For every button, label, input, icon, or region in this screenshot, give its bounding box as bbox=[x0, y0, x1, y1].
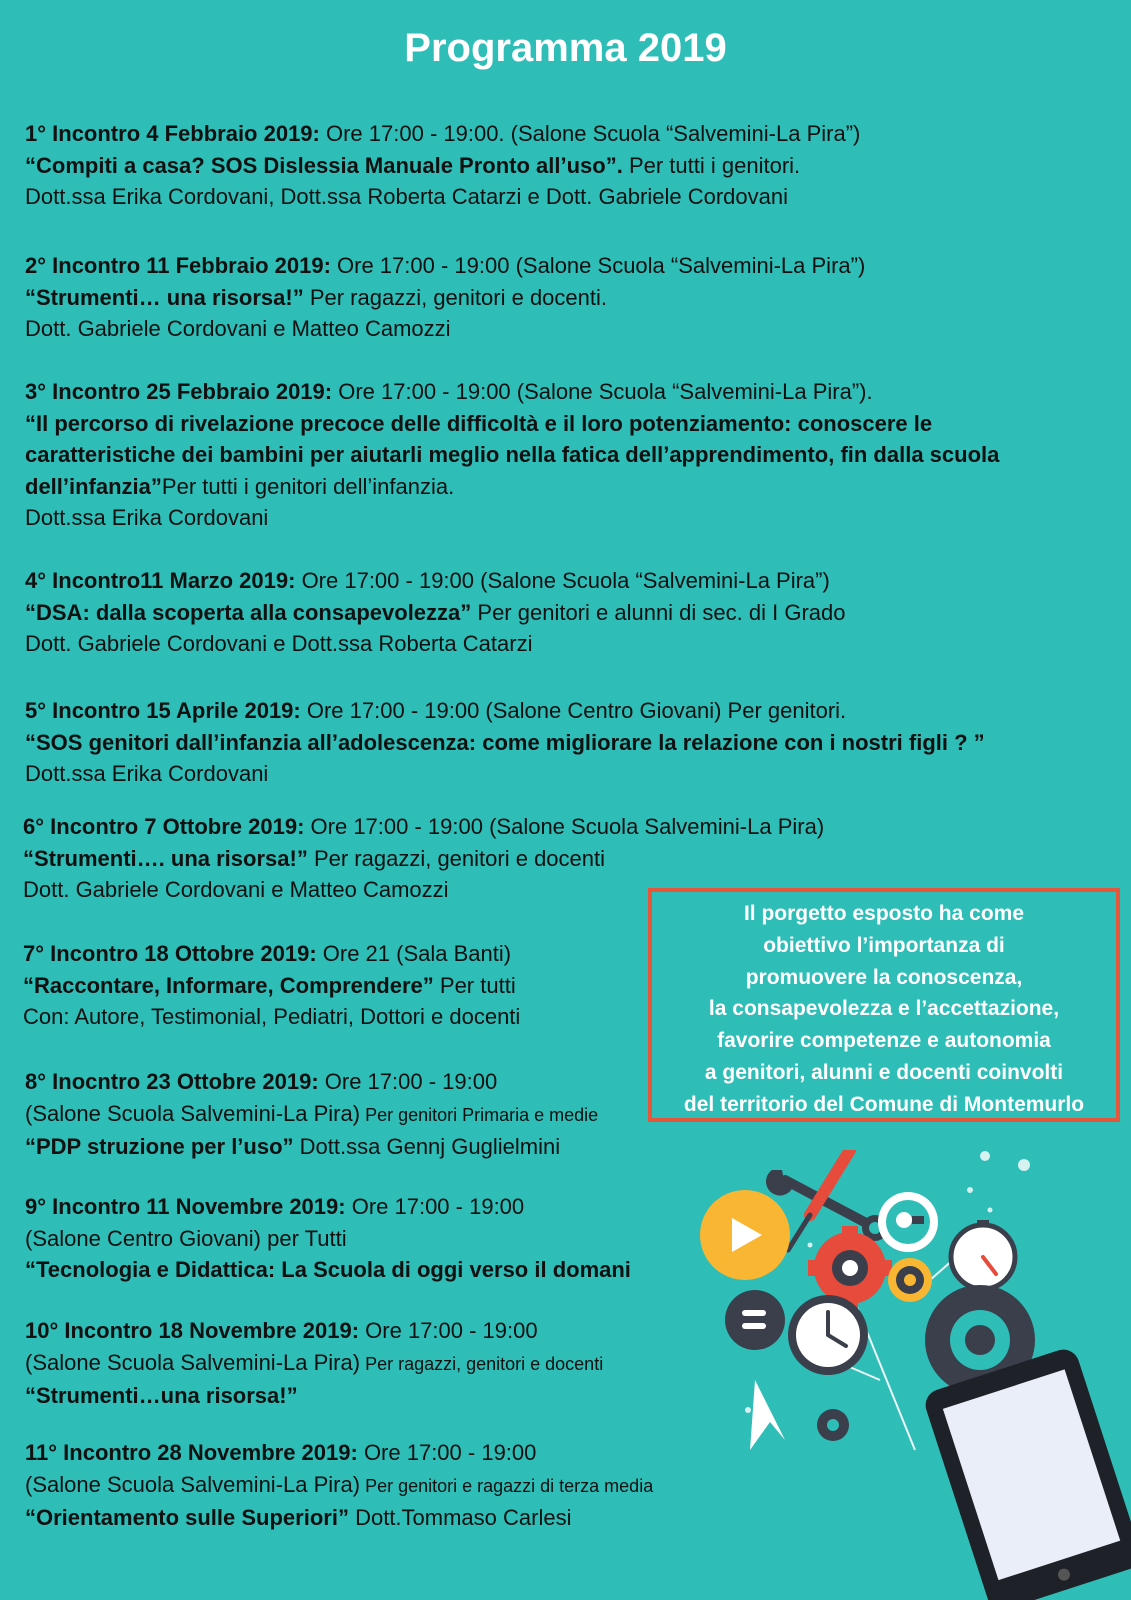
lightbulb-icon bbox=[878, 1192, 938, 1252]
event-audience: Per ragazzi, genitori e docenti bbox=[307, 845, 606, 871]
event-time: Ore 17:00 - 19:00 (Salone Scuola Salvemini-La Pira) bbox=[304, 814, 825, 839]
event-audience: Per tutti i genitori. bbox=[622, 152, 801, 178]
event-7 bbox=[23, 938, 520, 1033]
event-venue: (Salone Scuola Salvemini-La Pira) bbox=[25, 1100, 361, 1126]
stopwatch-icon bbox=[951, 1220, 1015, 1289]
event-audience: Per genitori e alunni di sec. di I Grado bbox=[471, 599, 846, 625]
event-heading: 4° Incontro11 Marzo 2019: bbox=[25, 568, 296, 593]
event-time: Ore 17:00 - 19:00 bbox=[318, 1069, 498, 1094]
event-time: Ore 17:00 - 19:00 bbox=[345, 1194, 525, 1219]
event-topic: caratteristiche dei bambini per aiutarli meglio nella fatica dell’apprendimento, fin dalla scuola bbox=[25, 442, 1000, 467]
event-topic: “Strumenti…una risorsa!” bbox=[25, 1383, 298, 1408]
event-audience: Per tutti i genitori dell’infanzia. bbox=[161, 473, 455, 499]
callout-line: obiettivo l’importanza di bbox=[763, 933, 1005, 957]
event-heading: 10° Incontro 18 Novembre 2019: bbox=[25, 1318, 360, 1343]
event-topic: “Raccontare, Informare, Comprendere” bbox=[23, 972, 434, 998]
event-time: Ore 21 (Sala Banti) bbox=[316, 941, 512, 966]
event-time: Ore 17:00 - 19:00 bbox=[357, 1440, 537, 1465]
event-speakers: Dott. Gabriele Cordovani e Dott.ssa Roberta Catarzi bbox=[25, 631, 533, 656]
page-title: Programma 2019 bbox=[404, 26, 727, 70]
event-topic: “Strumenti…. una risorsa!” bbox=[23, 845, 308, 871]
menu-icon bbox=[725, 1290, 785, 1350]
event-time: Ore 17:00 - 19:00 (Salone Scuola “Salvemini-La Pira”) bbox=[295, 568, 830, 593]
event-audience: Per tutti bbox=[433, 972, 516, 998]
event-speakers: Dott. Gabriele Cordovani e Matteo Camozzi bbox=[25, 316, 451, 341]
event-heading: 9° Incontro 11 Novembre 2019: bbox=[25, 1194, 346, 1219]
event-heading: 1° Incontro 4 Febbraio 2019: bbox=[25, 121, 320, 146]
event-audience: Per ragazzi, genitori e docenti bbox=[360, 1353, 604, 1374]
event-venue: (Salone Scuola Salvemini-La Pira) bbox=[25, 1471, 361, 1497]
event-2 bbox=[25, 250, 865, 345]
event-venue: (Salone Scuola Salvemini-La Pira) bbox=[25, 1349, 361, 1375]
event-heading: 6° Incontro 7 Ottobre 2019: bbox=[23, 814, 305, 839]
event-heading: 2° Incontro 11 Febbraio 2019: bbox=[25, 253, 331, 278]
project-callout bbox=[648, 888, 1120, 1122]
event-speakers: Dott.ssa Erika Cordovani, Dott.ssa Roberta Catarzi e Dott. Gabriele Cordovani bbox=[25, 184, 788, 209]
event-4 bbox=[25, 565, 846, 660]
callout-line: a genitori, alunni e docenti coinvolti bbox=[704, 1060, 1064, 1084]
event-speakers: Dott.ssa Gennj Guglielmini bbox=[293, 1134, 561, 1159]
play-icon bbox=[700, 1190, 790, 1280]
event-speakers: Dott.Tommaso Carlesi bbox=[348, 1505, 572, 1530]
event-speakers: Dott.ssa Erika Cordovani bbox=[25, 505, 269, 530]
event-speakers: Con: Autore, Testimonial, Pediatri, Dottori e docenti bbox=[23, 1004, 521, 1029]
event-audience: Per genitori Primaria e medie bbox=[360, 1104, 599, 1125]
tools-illustration bbox=[700, 1150, 1131, 1600]
event-topic: “DSA: dalla scoperta alla consapevolezza” bbox=[25, 599, 472, 625]
callout-line: del territorio del Comune di Montemurlo bbox=[683, 1092, 1085, 1116]
event-time: Ore 17:00 - 19:00 (Salone Scuola “Salvemini-La Pira”). bbox=[332, 379, 873, 404]
event-3 bbox=[25, 376, 999, 534]
event-11 bbox=[25, 1437, 653, 1534]
event-time: Ore 17:00 - 19:00 bbox=[359, 1318, 538, 1343]
event-topic: “Compiti a casa? SOS Dislessia Manuale Pronto all’uso”. bbox=[25, 152, 623, 178]
event-speakers: Dott.ssa Erika Cordovani bbox=[25, 761, 269, 786]
event-topic: dell’infanzia” bbox=[25, 473, 162, 499]
callout-line: Il porgetto esposto ha come bbox=[743, 902, 1025, 925]
event-time: Ore 17:00 - 19:00 (Salone Scuola “Salvemini-La Pira”) bbox=[330, 253, 866, 278]
event-audience: Per genitori e ragazzi di terza media bbox=[360, 1475, 654, 1496]
event-9 bbox=[25, 1191, 631, 1286]
event-10 bbox=[25, 1315, 603, 1412]
paper-plane-icon bbox=[750, 1380, 785, 1450]
event-1 bbox=[25, 118, 860, 213]
event-speakers: Dott. Gabriele Cordovani e Matteo Camozzi bbox=[23, 877, 449, 902]
event-heading: 8° Inocntro 23 Ottobre 2019: bbox=[25, 1069, 319, 1094]
event-time: Ore 17:00 - 19:00 (Salone Centro Giovani) Per genitori. bbox=[300, 698, 847, 723]
event-heading: 11° Incontro 28 Novembre 2019: bbox=[25, 1440, 358, 1465]
event-topic: “Tecnologia e Didattica: La Scuola di oggi verso il domani bbox=[25, 1257, 631, 1282]
callout-line: favorire competenze e autonomia bbox=[717, 1029, 1051, 1053]
event-topic: “Il percorso di rivelazione precoce delle difficoltà e il loro potenziamento: conoscere le bbox=[25, 410, 933, 436]
event-topic: “Orientamento sulle Superiori” bbox=[25, 1505, 349, 1530]
event-8 bbox=[25, 1066, 598, 1163]
event-venue: (Salone Centro Giovani) per Tutti bbox=[25, 1225, 347, 1251]
clock-icon bbox=[788, 1295, 868, 1375]
event-heading: 5° Incontro 15 Aprile 2019: bbox=[25, 698, 301, 723]
event-heading: 3° Incontro 25 Febbraio 2019: bbox=[25, 379, 333, 404]
callout-line: la consapevolezza e l’accettazione, bbox=[708, 997, 1060, 1021]
event-topic: “Strumenti… una risorsa!” bbox=[25, 284, 304, 310]
event-heading: 7° Incontro 18 Ottobre 2019: bbox=[23, 941, 317, 966]
callout-line: promuovere la conoscenza, bbox=[745, 965, 1023, 989]
event-5 bbox=[25, 695, 985, 790]
event-audience: Per ragazzi, genitori e docenti. bbox=[303, 284, 607, 310]
event-time: Ore 17:00 - 19:00. (Salone Scuola “Salvemini-La Pira”) bbox=[319, 121, 861, 146]
event-topic: “PDP struzione per l’uso” bbox=[25, 1134, 294, 1159]
event-topic: “SOS genitori dall’infanzia all’adolescenza: come migliorare la relazione con i nostri figli ? ” bbox=[25, 729, 985, 755]
